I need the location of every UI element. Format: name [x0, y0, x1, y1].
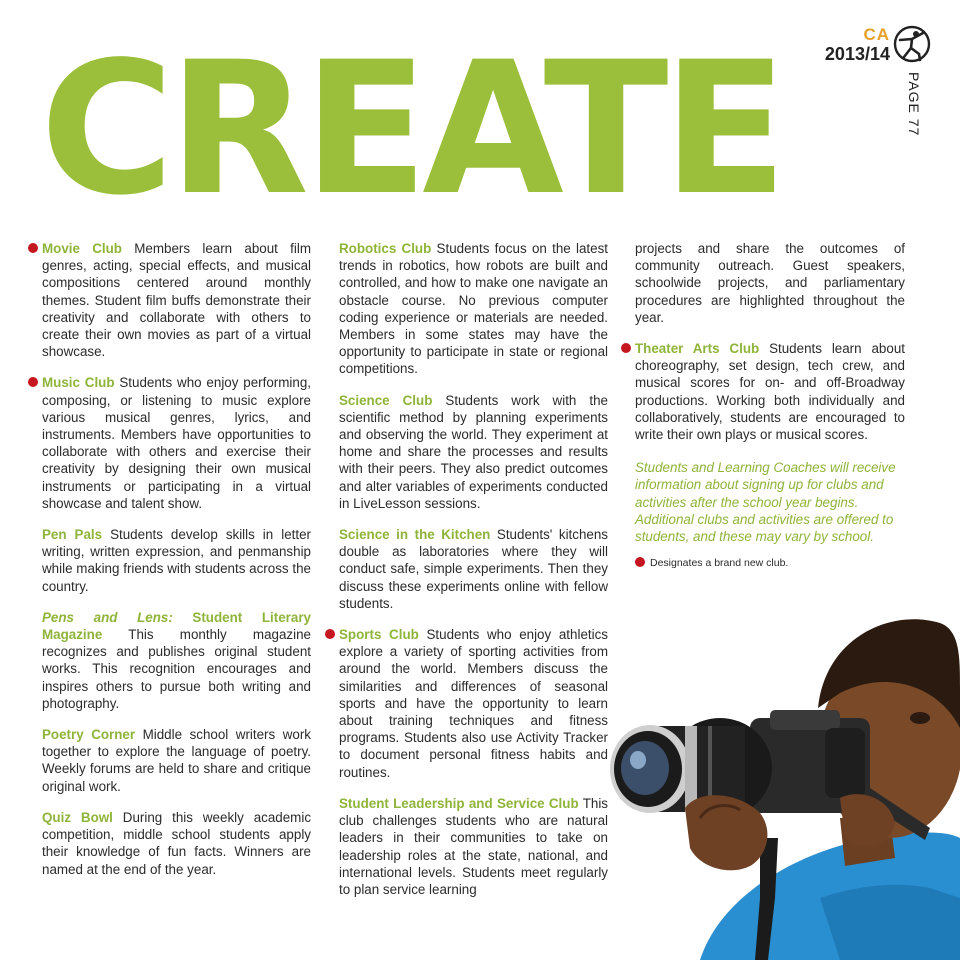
club-entry — [42, 526, 311, 595]
club-description: Middle school writers work together to explore the language of poetry. Weekly forums are held to share and critique original work. — [42, 727, 312, 794]
column-3 — [635, 240, 905, 572]
club-entry — [339, 240, 608, 378]
club-description: This monthly magazine recognizes and publishes original student works. This recognition encourages and inspires others to pursue both writing and photography. — [42, 627, 311, 711]
club-entry-continued — [635, 240, 905, 326]
new-club-marker — [28, 377, 38, 387]
club-name: Science Club — [339, 392, 433, 408]
club-entry — [635, 340, 905, 443]
club-name: Movie Club — [42, 241, 122, 256]
boy-with-camera-photo — [590, 598, 960, 960]
club-name: Quiz Bowl — [42, 809, 113, 825]
club-name: Pen Pals — [42, 527, 103, 543]
club-entry — [42, 809, 311, 878]
club-description: Students' kitchens double as laboratories where they will conduct safe, simple experiments. Then they discuss these experiments online with fellow students. — [339, 527, 608, 611]
club-entry — [339, 526, 608, 612]
badge-state: CA — [863, 25, 890, 44]
club-name: Theater Arts Club — [635, 341, 760, 357]
club-entry — [42, 374, 311, 512]
club-description: projects and share the outcomes of community outreach. Guest speakers, schoolwide projects, and parliamentary procedures are highlighted throughout the year. — [635, 241, 905, 325]
new-club-marker — [621, 343, 631, 353]
club-name: Robotics Club — [339, 241, 432, 256]
page-number: PAGE 77 — [906, 72, 922, 137]
club-entry — [42, 609, 311, 712]
club-entry — [339, 392, 608, 512]
club-description: Members learn about film genres, acting, special effects, and musical compositions centered around monthly themes. Student film buffs demonstrate their creativity and collaborate with others to create their own movies as part of a virtual showcase. — [42, 241, 312, 360]
club-description: Students develop skills in letter writing, written expression, and penmanship while making friends with students across the country. — [42, 527, 311, 594]
column-1 — [42, 240, 311, 892]
year-badge — [825, 26, 890, 63]
club-description: Students who enjoy performing, composing, or listening to music explore various musical genres, lyrics, and instruments. Members have opportunities to collaborate with others and exercise their creativity by designing their own musical instruments or participating in a virtual showcase and talent show. — [42, 375, 311, 511]
club-name: Sports Club — [339, 627, 419, 643]
club-description: During this weekly academic competition, middle school students apply their knowledge of fun facts. Winners are named at the end of the year. — [42, 809, 312, 877]
legend — [635, 555, 905, 572]
legend-text: Designates a brand new club. — [650, 557, 789, 570]
figure-logo-icon — [892, 24, 932, 64]
club-description: Students work with the scientific method by planning experiments and observing the world. They experiment at home and share the processes and results with their peers. They also predict outcomes and alter variables of experiments conducted in LiveLesson sessions. — [339, 392, 609, 511]
club-name: Science in the Kitchen — [339, 527, 491, 543]
club-entry — [42, 726, 311, 795]
new-club-marker — [28, 243, 38, 253]
club-name: Student Literary Magazine — [42, 609, 311, 643]
club-name: Music Club — [42, 375, 115, 391]
club-description: This club challenges students who are natural leaders in their communities to take on leadership roles at the state, national, and international levels. Students meet regularly to plan service learning — [339, 795, 608, 897]
club-name-italic: Pens and Lens: — [42, 609, 173, 625]
club-name: Poetry Corner — [42, 727, 136, 743]
club-entry — [339, 795, 608, 898]
column-2 — [339, 240, 608, 912]
club-name: Student Leadership and Service Club — [339, 795, 579, 811]
badge-year: 2013/14 — [824, 44, 890, 64]
club-entry — [339, 626, 608, 781]
club-description: Students learn about choreography, set design, tech crew, and musical scores for on- and off-Broadway productions. Working both individually and collaboratively, students are encouraged to write their own plays or musical scores. — [635, 341, 905, 443]
club-description: Students focus on the latest trends in robotics, how robots are built and controlled, and how to make one navigate an obstacle course. No previous computer coding experience or materials are needed. Members in some states may have the opportunity to participate in state or regional competitions. — [339, 241, 608, 377]
club-description: Students who enjoy athletics explore a variety of sporting activities from around the world. Members discuss the similarities and differences of seasonal sports and have the opportunity to learn about training techniques and fitness programs. Students also use Activity Tracker to document personal fitness habits and routines. — [339, 627, 608, 780]
signup-note: Students and Learning Coaches will receive information about signing up for clubs and activities after the school year begins. Additional clubs and activities are offered to students, and these may vary by school. — [635, 460, 896, 545]
legend-dot-icon — [635, 557, 645, 567]
club-entry — [42, 240, 311, 360]
page-title: CREATE — [40, 23, 782, 236]
new-club-marker — [325, 629, 335, 639]
